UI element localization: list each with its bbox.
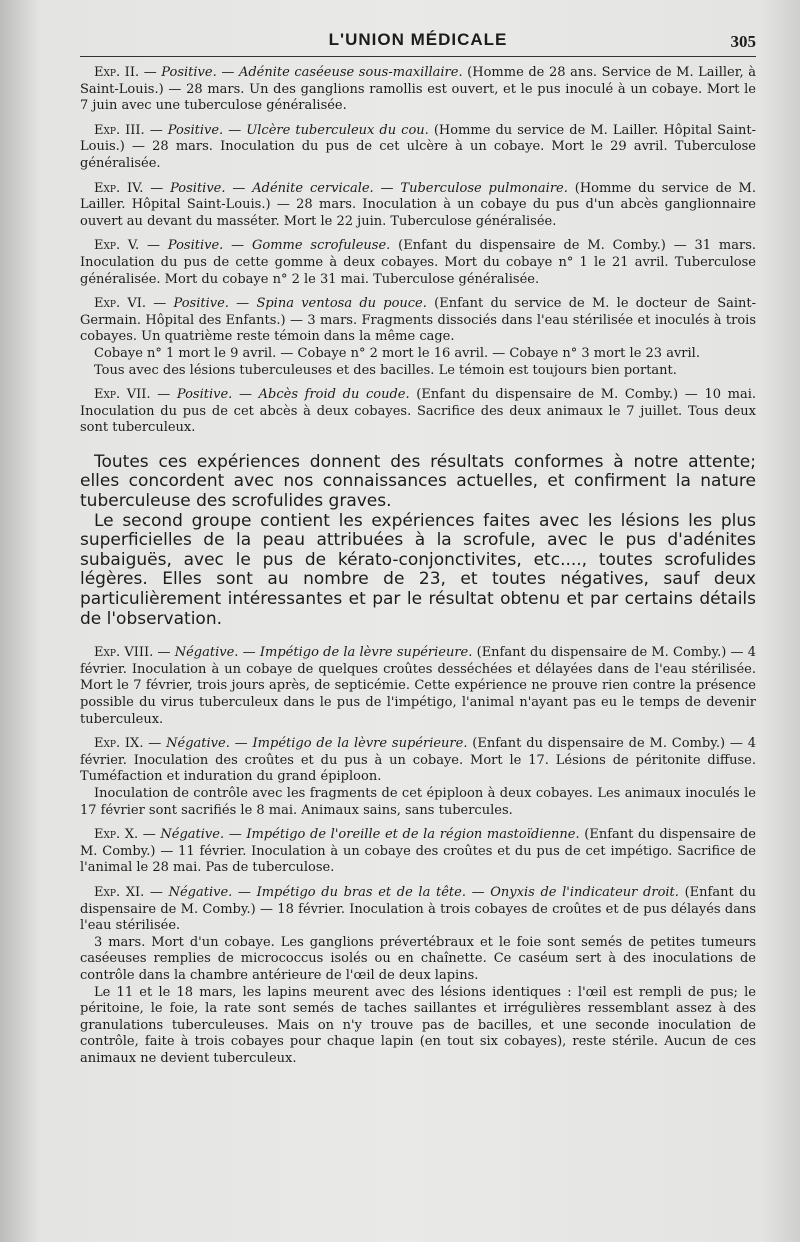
experiment-text: (Homme de 28 ans. Service de M. Lailler, à Saint-Louis.) — 28 mars. Un des ganglions ramollis est ouvert, et le pus inoculé à un cobaye. Mort le 7 juin avec une tuberculose généralisée. (80, 65, 756, 114)
separator: — (223, 122, 247, 138)
running-head (80, 26, 756, 57)
experiment-text: (Enfant du service de M. le docteur de Saint-Germain. Hôpital des Enfants.) — 3 mars. Fragments dissociés dans l'eau stérilisée et inoculés à trois cobayes. Un quatrième reste témoin dans la même cage. (80, 296, 757, 345)
page-number: 305 (730, 32, 756, 51)
experiment-9 (80, 736, 756, 786)
separator: — (232, 884, 257, 900)
experiment-text: (Enfant du dispensaire de M. Comby.) — 4 février. Inoculation à un cobaye de quelques croûtes desséchées et délayées dans de l'eau stérilisée. Mort le 7 février, trois jours après, de septicémie. Cette expérience ne prouve rien contre la présence possible du virus tuberculeux dans le pus de l'impétigo, l'animal n'ayant pas eu le temps de devenir tuberculeux. (80, 645, 757, 727)
experiment-text: (Homme du service de M. Lailler. Hôpital Saint-Louis.) — 28 mars. Inoculation du pus de cet ulcère à un cobaye. Mort le 29 avril. Tuberculose généralisée. (80, 122, 756, 171)
experiment-diagnosis: Adénite caséeuse sous-maxillaire. (238, 65, 463, 80)
separator: — (153, 645, 175, 661)
separator: — (144, 884, 169, 900)
experiment-text: (Homme du service de M. Lailler. Hôpital Saint-Louis.) — 28 mars. Inoculation à un cobaye du pus d'un abcès ganglionnaire ouvert au devant du masséter. Mort le 22 juin. Tuberculose généralisée. (80, 180, 756, 229)
experiment-text: (Enfant du dispensaire de M. Comby.) — 4 février. Inoculation des croûtes et du pus à un cobaye. Mort le 17. Lésions de péritonite diffuse. Tuméfaction et induration du grand épiploon. (80, 736, 756, 785)
experiment-result: Négative. (160, 827, 225, 843)
body-paragraph-1: Toutes ces expériences donnent des résultats conformes à notre attente; elles concordent avec nos connaissances actuelles, et confirment la nature tuberculeuse des scrofulides graves. (80, 451, 756, 512)
experiment-6-outcome: Cobaye n° 1 mort le 9 avril. — Cobaye n° 2 mort le 16 avril. — Cobaye n° 3 mort le 23 avril. (94, 345, 700, 361)
experiment-diagnosis: Spina ventosa du pouce. (256, 296, 427, 312)
experiment-result: Positive. (167, 122, 224, 138)
experiment-11-conclusion: Le 11 et le 18 mars, les lapins meurent avec des lésions identiques : l'œil est rempli de pus; le péritoine, le foie, la rate sont semés de taches saillantes et irrégulières ressemblant assez à des granulations tuberculeuses. Mais on n'y trouve pas de bacilles, et une seconde inoculation de contrôle, faite à trois cobayes pour chaque lapin (en tout six cobayes), reste stérile. Aucun de ces animaux ne devient tuberculeux. (80, 984, 756, 1066)
separator: — (146, 296, 174, 312)
experiment-result: Positive. (176, 387, 233, 403)
separator: — (224, 827, 247, 843)
experiment-label: Exp. XI. (94, 884, 145, 900)
experiment-text: (Enfant du dispensaire de M. Comby.) — 11 février. Inoculation à un cobaye des croûtes et du pus de cet impétigo. Sacrifice de l'animal le 28 mai. Pas de tuberculose. (80, 827, 757, 876)
experiment-7 (80, 387, 756, 437)
separator: — (225, 180, 253, 196)
experiment-text: (Enfant du dispensaire de M. Comby.) — 31 mars. Inoculation du pus de cette gomme à deux cobayes. Mort du cobaye n° 1 le 21 avril. Tuberculose généralisée. Mort du cobaye n° 2 le 31 mai. Tuberculose généralisée. (80, 238, 757, 287)
experiment-label: Exp. VIII. (94, 645, 154, 661)
experiment-label: Exp. X. (94, 827, 139, 843)
experiment-label: Exp. IV. (94, 180, 144, 196)
experiment-diagnosis: Impétigo du bras et de la tête. — Onyxis de l'indicateur droit. (256, 884, 679, 900)
experiment-diagnosis: Impétigo de la lèvre supérieure. (252, 736, 468, 752)
experiment-diagnosis: Ulcère tuberculeux du cou. (246, 122, 429, 138)
separator: — (138, 827, 161, 843)
experiment-label: Exp. VI. (94, 296, 146, 312)
separator: — (139, 65, 162, 80)
experiment-label: Exp. III. (94, 122, 145, 138)
experiment-result: Positive. (167, 238, 224, 254)
experiment-result: Négative. (174, 645, 239, 661)
experiment-diagnosis: Gomme scrofuleuse. (252, 238, 391, 254)
experiment-diagnosis: Impétigo de la lèvre supérieure. (259, 645, 473, 661)
separator: — (238, 645, 260, 661)
experiment-text: (Enfant du dispensaire de M. Comby.) — 18 février. Inoculation à trois cobayes de croûtes et de pus délayés dans l'eau stérilisée. (80, 884, 757, 934)
experiment-11-followup: 3 mars. Mort d'un cobaye. Les ganglions prévertébraux et le foie sont semés de petites tumeurs caséeuses remplies de micrococcus isolés ou en chaînette. Ce caséum sert à des inoculations de contrôle dans la chambre antérieure de l'œil de deux lapins. (80, 934, 756, 983)
experiment-text: (Enfant du dispensaire de M. Comby.) — 10 mai. Inoculation du pus de cet abcès à deux cobayes. Sacrifice des deux animaux le 7 juillet. Tous deux sont tuberculeux. (80, 387, 757, 436)
separator: — (150, 387, 177, 403)
experiment-3 (80, 123, 756, 173)
experiment-10 (80, 827, 756, 877)
running-title: L'UNION MÉDICALE (328, 30, 508, 49)
experiment-2 (80, 65, 756, 115)
separator: — (216, 65, 239, 80)
experiment-result: Négative. (168, 884, 233, 900)
experiment-9-control: Inoculation de contrôle avec les fragments de cet épiploon à deux cobayes. Les animaux inoculés le 17 février sont sacrifiés le 8 mai. Animaux sains, sans tubercules. (80, 785, 756, 818)
experiment-label: Exp. VII. (94, 387, 151, 403)
experiment-result: Positive. (161, 65, 217, 80)
separator: — (228, 296, 257, 312)
experiment-result: Négative. (166, 736, 230, 752)
separator: — (229, 736, 253, 752)
experiment-diagnosis: Abcès froid du coude. (258, 387, 410, 403)
separator: — (139, 238, 168, 254)
experiment-6 (80, 296, 756, 346)
separator: — (143, 736, 167, 752)
experiment-label: Exp. IX. (94, 736, 144, 752)
experiment-result: Positive. (173, 296, 229, 312)
separator: — (232, 387, 259, 403)
experiment-6-conclusion: Tous avec des lésions tuberculeuses et des bacilles. Le témoin est toujours bien portant. (94, 362, 677, 378)
experiment-diagnosis: Adénite cervicale. — Tuberculose pulmonaire. (252, 180, 568, 196)
experiment-5 (80, 238, 756, 288)
experiment-diagnosis: Impétigo de l'oreille et de la région mastoïdienne. (246, 827, 580, 843)
experiment-label: Exp. II. (94, 65, 140, 80)
separator: — (144, 122, 168, 138)
separator: — (223, 238, 252, 254)
body-paragraph-2: Le second groupe contient les expériences faites avec les lésions les plus superficielles de la peau attribuées à la scrofule, avec le pus d'adénites subaiguës, avec le pus de kérato-conjonctivites, etc...., toutes scrofulides légères. Elles sont au nombre de 23, et toutes négatives, sauf deux particulièrement intéressantes et par le résultat obtenu et par certains détails de l'observation. (80, 510, 756, 629)
experiment-4 (80, 181, 756, 231)
experiment-8 (80, 645, 756, 728)
experiment-result: Positive. (170, 180, 226, 196)
experiment-label: Exp. V. (94, 238, 140, 254)
separator: — (143, 180, 171, 196)
experiment-11 (80, 885, 756, 935)
